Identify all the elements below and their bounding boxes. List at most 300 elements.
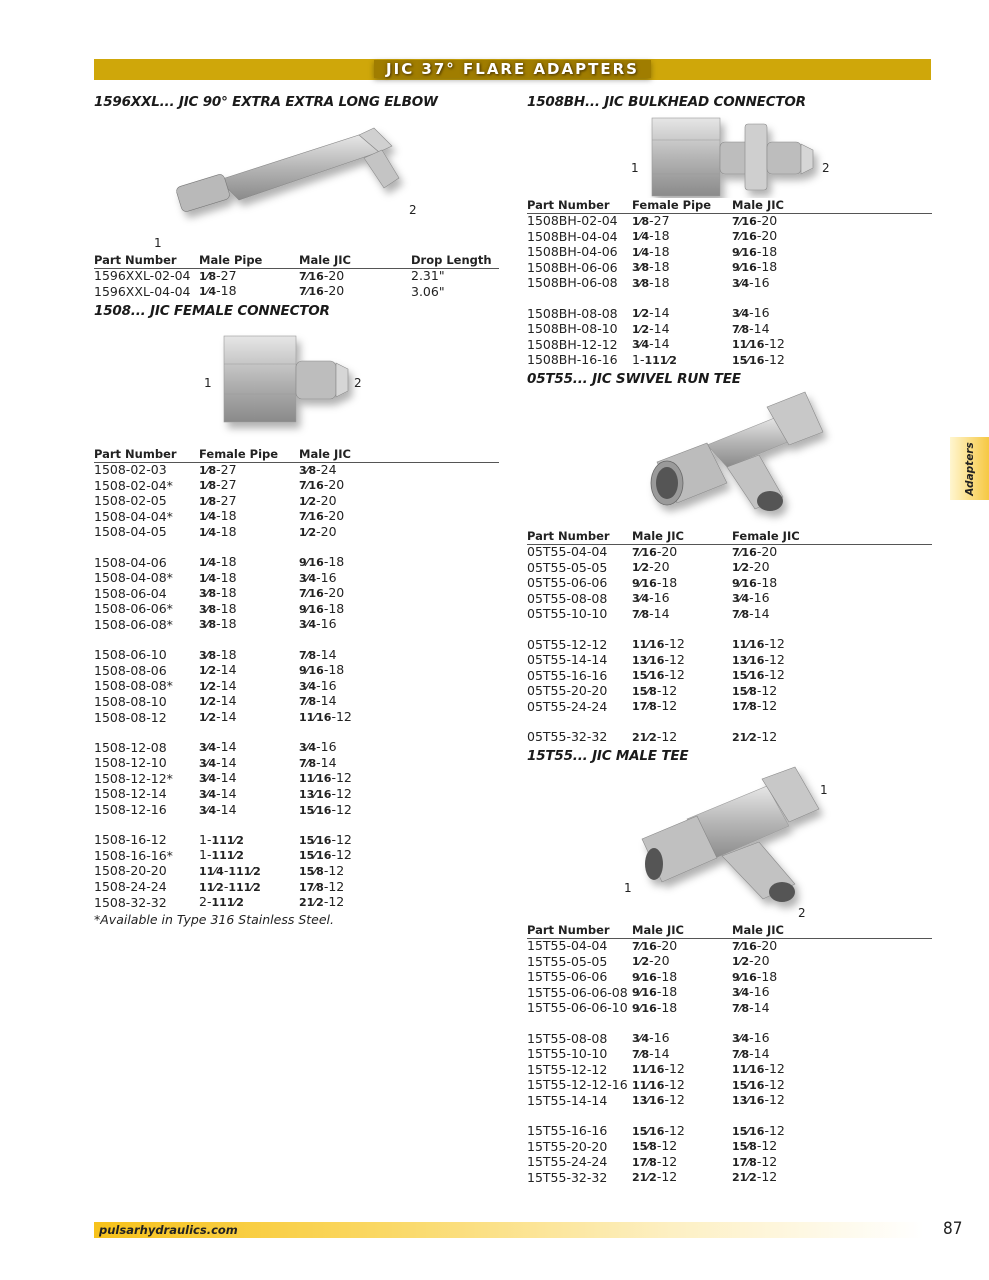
part-number-cell: 15T55-12-12-16: [527, 1077, 628, 1093]
table-row: [94, 268, 499, 284]
part-number-cell: 1508-06-10: [94, 647, 167, 663]
female-connector-product-image: [94, 319, 499, 447]
part-number-cell: 1508-12-14: [94, 786, 167, 802]
section-female-connector: [94, 303, 499, 927]
table-row: [527, 730, 932, 746]
spec-cell: 15⁄16-12: [632, 667, 685, 683]
group-spacer: [527, 715, 932, 730]
part-number-cell: 1508-04-06: [94, 554, 167, 570]
table-header-row: Part Number Female Pipe Male JIC: [527, 198, 932, 213]
part-number-cell: 15T55-04-04: [527, 938, 608, 953]
spec-cell: 9⁄16-18: [732, 259, 778, 275]
spec-cell: 1⁄2-20: [732, 559, 770, 575]
swivel-tee-fitting-icon: [527, 387, 932, 527]
table-row: [527, 637, 932, 653]
part-number-cell: 05T55-10-10: [527, 606, 608, 622]
spec-cell: 7⁄16-20: [732, 543, 778, 559]
table-header-row: Part Number Female Pipe Male JIC: [94, 447, 499, 462]
section-title: 1508BH... JIC BULKHEAD CONNECTOR: [527, 94, 806, 110]
spec-cell: 1⁄2-14: [199, 693, 237, 709]
part-number-cell: 15T55-06-06-10: [527, 1000, 628, 1016]
part-number-cell: 1508-06-08*: [94, 616, 173, 632]
callout-1: 1: [631, 161, 639, 175]
bulkhead-parts-table: [527, 198, 932, 368]
spec-cell: 1-111⁄2: [199, 831, 244, 847]
spec-cell: 1⁄4-18: [199, 554, 237, 570]
table-row: [527, 1031, 932, 1047]
part-number-cell: 1508-32-32: [94, 894, 167, 910]
table-header-row: Part Number Male JIC Female JIC: [527, 529, 932, 544]
spec-cell: 7⁄16-20: [632, 543, 678, 559]
spec-cell: 1⁄4-18: [199, 508, 237, 524]
group-spacer: [527, 622, 932, 637]
table-row: [94, 525, 499, 541]
table-row: [527, 985, 932, 1001]
section-title: 15T55... JIC MALE TEE: [527, 748, 689, 764]
part-number-cell: 1508BH-16-16: [527, 352, 618, 368]
part-number-cell: 1508-20-20: [94, 863, 167, 879]
footer-bar: [94, 1222, 924, 1238]
table-row: [527, 1139, 932, 1155]
male-tee-product-image: [527, 764, 932, 923]
spec-cell: 11⁄16-12: [732, 336, 785, 352]
group-spacer: [527, 1109, 932, 1124]
spec-cell: 13⁄16-12: [299, 785, 352, 801]
part-number-cell: 05T55-05-05: [527, 559, 608, 575]
spec-cell: 3⁄4-16: [632, 590, 670, 606]
part-number-cell: 05T55-08-08: [527, 590, 608, 606]
spec-cell: 3⁄4-14: [199, 785, 237, 801]
spec-cell: 13⁄16-12: [632, 651, 685, 667]
spec-cell: 7⁄16-20: [299, 585, 345, 601]
spec-cell: 7⁄16-20: [732, 937, 778, 953]
table-row: [527, 1155, 932, 1171]
part-number-cell: 05T55-24-24: [527, 698, 608, 714]
group-spacer: [527, 1016, 932, 1031]
part-number-cell: 15T55-16-16: [527, 1123, 608, 1139]
spec-cell: 3⁄8-18: [199, 585, 237, 601]
spec-cell: 7⁄16-20: [299, 477, 345, 493]
part-number-cell: 1508BH-02-04: [527, 213, 618, 228]
spec-cell: 15⁄16-12: [299, 831, 352, 847]
spec-cell: 7⁄8-14: [632, 1045, 670, 1061]
spec-cell: 15⁄16-12: [299, 847, 352, 863]
spec-cell: 3.06": [411, 283, 445, 299]
part-number-cell: 05T55-04-04: [527, 544, 608, 559]
table-row: [94, 462, 499, 478]
part-number-cell: 1596XXL-04-04: [94, 283, 191, 299]
spec-cell: 15⁄16-12: [732, 1122, 785, 1138]
spec-cell: 3⁄4-14: [199, 801, 237, 817]
group-spacer: [94, 633, 499, 648]
side-tab-adapters[interactable]: [950, 437, 989, 500]
part-number-cell: 1508-02-03: [94, 462, 167, 477]
table-row: [527, 213, 932, 229]
spec-cell: 21⁄2-12: [732, 1169, 778, 1185]
spec-cell: 1⁄2-14: [199, 662, 237, 678]
spec-cell: 1⁄2-20: [299, 523, 337, 539]
table-row: [527, 684, 932, 700]
spec-cell: 11⁄16-12: [732, 636, 785, 652]
table-row: [94, 833, 499, 849]
male-tee-fitting-icon: [527, 764, 932, 921]
table-row: [94, 787, 499, 803]
spec-cell: 7⁄16-20: [299, 267, 345, 283]
spec-cell: 11⁄16-12: [299, 770, 352, 786]
callout-1a: 1: [624, 881, 632, 895]
male-tee-parts-table: [527, 923, 932, 1186]
spec-cell: 3⁄4-16: [299, 616, 337, 632]
spec-cell: 7⁄8-14: [299, 754, 337, 770]
spec-cell: 7⁄16-20: [299, 508, 345, 524]
spec-cell: 1⁄8-27: [199, 492, 237, 508]
spec-cell: 3⁄8-18: [632, 259, 670, 275]
spec-cell: 3⁄4-14: [199, 739, 237, 755]
table-row: [527, 260, 932, 276]
table-row: [94, 617, 499, 633]
part-number-cell: 1508-04-04*: [94, 508, 173, 524]
spec-cell: 1⁄2-14: [632, 305, 670, 321]
swivel-tee-parts-table: [527, 529, 932, 745]
part-number-cell: 1508-06-06*: [94, 601, 173, 617]
side-tab-label: Adapters: [963, 441, 976, 496]
spec-cell: 15⁄8-12: [299, 862, 345, 878]
spec-cell: 3⁄4-16: [632, 1030, 670, 1046]
page-banner: [94, 59, 931, 80]
table-row: [94, 509, 499, 525]
spec-cell: 1⁄8-27: [632, 212, 670, 228]
spec-cell: 3⁄8-24: [299, 461, 337, 477]
part-number-cell: 05T55-16-16: [527, 667, 608, 683]
table-row: [94, 880, 499, 896]
spec-cell: 3⁄4-16: [299, 569, 337, 585]
part-number-cell: 1508BH-08-10: [527, 321, 618, 337]
section-title: 1596XXL... JIC 90° EXTRA EXTRA LONG ELBOW: [94, 94, 438, 110]
callout-1: 1: [204, 376, 212, 390]
spec-cell: 2-111⁄2: [199, 894, 244, 910]
spec-cell: 21⁄2-12: [632, 1169, 678, 1185]
spec-cell: 2.31": [411, 268, 445, 283]
table-row: [94, 694, 499, 710]
spec-cell: 3⁄4-16: [732, 1030, 770, 1046]
spec-cell: 7⁄8-14: [299, 693, 337, 709]
spec-cell: 3⁄8-18: [199, 646, 237, 662]
spec-cell: 17⁄8-12: [632, 698, 678, 714]
part-number-cell: 1508-08-08*: [94, 678, 173, 694]
table-row: [94, 494, 499, 510]
spec-cell: 3⁄4-16: [732, 274, 770, 290]
table-row: [527, 276, 932, 292]
spec-cell: 1⁄8-27: [199, 461, 237, 477]
spec-cell: 7⁄16-20: [632, 937, 678, 953]
table-row: [527, 353, 932, 369]
callout-2: 2: [409, 203, 417, 217]
group-spacer: [94, 726, 499, 741]
spec-cell: 21⁄2-12: [632, 728, 678, 744]
spec-cell: 3⁄4-14: [199, 770, 237, 786]
spec-cell: 1⁄4-18: [632, 228, 670, 244]
spec-cell: 1⁄2-14: [199, 709, 237, 724]
part-number-cell: 15T55-10-10: [527, 1046, 608, 1062]
spec-cell: 9⁄16-18: [299, 662, 345, 678]
spec-cell: 7⁄8-14: [299, 646, 337, 662]
part-number-cell: 15T55-06-06-08: [527, 984, 628, 1000]
spec-cell: 15⁄16-12: [732, 351, 785, 367]
part-number-cell: 1508-02-05: [94, 493, 167, 509]
table-row: [527, 544, 932, 560]
table-row: [94, 864, 499, 880]
spec-cell: 7⁄16-20: [732, 228, 778, 244]
spec-cell: 11⁄16-12: [632, 1076, 685, 1092]
part-number-cell: 15T55-20-20: [527, 1138, 608, 1154]
section-elbow: [94, 94, 499, 300]
part-number-cell: 05T55-12-12: [527, 636, 608, 652]
spec-cell: 9⁄16-18: [732, 968, 778, 984]
callout-2: 2: [822, 161, 830, 175]
part-number-cell: 05T55-20-20: [527, 683, 608, 699]
table-row: [527, 1062, 932, 1078]
table-row: [94, 478, 499, 494]
spec-cell: 7⁄8-14: [732, 1045, 770, 1061]
spec-cell: 3⁄4-16: [732, 984, 770, 1000]
spec-cell: 1⁄8-27: [199, 267, 237, 283]
spec-cell: 11⁄2-111⁄2: [199, 878, 261, 894]
part-number-cell: 1508-24-24: [94, 879, 167, 895]
section-title: 05T55... JIC SWIVEL RUN TEE: [527, 371, 741, 387]
table-row: [94, 895, 499, 911]
spec-cell: 11⁄16-12: [632, 1061, 685, 1077]
part-number-cell: 1508-06-04: [94, 585, 167, 601]
spec-cell: 1⁄4-18: [632, 243, 670, 259]
part-number-cell: 1508BH-06-08: [527, 275, 618, 291]
part-number-cell: 1508-12-16: [94, 802, 167, 818]
callout-2: 2: [798, 906, 806, 920]
spec-cell: 13⁄16-12: [732, 651, 785, 667]
spec-cell: 3⁄4-16: [732, 590, 770, 606]
female-connector-parts-table: [94, 447, 499, 911]
spec-cell: 1⁄2-14: [632, 320, 670, 336]
spec-cell: 1-111⁄2: [632, 351, 677, 367]
part-number-cell: 15T55-05-05: [527, 953, 608, 969]
part-number-cell: 1508-08-06: [94, 662, 167, 678]
spec-cell: 1⁄4-18: [199, 283, 237, 299]
spec-cell: 3⁄4-16: [299, 739, 337, 755]
part-number-cell: 15T55-14-14: [527, 1092, 608, 1108]
table-row: [94, 848, 499, 864]
table-row: [94, 648, 499, 664]
part-number-cell: 1508-12-08: [94, 739, 167, 755]
spec-cell: 1⁄8-27: [199, 477, 237, 493]
spec-cell: 15⁄8-12: [632, 1138, 678, 1154]
spec-cell: 11⁄16-12: [299, 709, 352, 724]
spec-cell: 11⁄16-12: [732, 1061, 785, 1077]
spec-cell: 1-111⁄2: [199, 847, 244, 863]
spec-cell: 17⁄8-12: [732, 1153, 778, 1169]
elbow-fitting-icon: [94, 110, 499, 250]
part-number-cell: 15T55-24-24: [527, 1154, 608, 1170]
callout-1: 1: [154, 236, 162, 250]
table-row: [527, 1170, 932, 1186]
elbow-parts-table: [94, 253, 499, 300]
part-number-cell: 05T55-06-06: [527, 575, 608, 591]
table-row: [527, 306, 932, 322]
table-row: [94, 663, 499, 679]
spec-cell: 11⁄16-12: [632, 636, 685, 652]
table-row: [527, 245, 932, 261]
part-number-cell: 1508-16-12: [94, 832, 167, 848]
spec-cell: 15⁄16-12: [632, 1122, 685, 1138]
table-row: [94, 284, 499, 300]
spec-cell: 21⁄2-12: [299, 894, 345, 910]
part-number-cell: 15T55-32-32: [527, 1169, 608, 1185]
table-row: [94, 586, 499, 602]
part-number-cell: 1508-04-05: [94, 524, 167, 540]
spec-cell: 21⁄2-12: [732, 728, 778, 744]
spec-cell: 7⁄8-14: [632, 605, 670, 621]
table-row: [94, 679, 499, 695]
spec-cell: 1⁄2-20: [299, 492, 337, 508]
part-number-cell: 1508-12-10: [94, 755, 167, 771]
group-spacer: [94, 540, 499, 555]
spec-cell: 15⁄16-12: [732, 1076, 785, 1092]
spec-cell: 1⁄2-14: [199, 677, 237, 693]
table-row: [527, 1078, 932, 1094]
section-swivel-run-tee: [527, 371, 932, 745]
table-row: [94, 756, 499, 772]
spec-cell: 9⁄16-18: [732, 574, 778, 590]
spec-cell: 3⁄4-16: [299, 677, 337, 693]
spec-cell: 15⁄16-12: [732, 667, 785, 683]
part-number-cell: 15T55-12-12: [527, 1061, 608, 1077]
spec-cell: 9⁄16-18: [632, 999, 678, 1015]
swivel-tee-product-image: [527, 387, 932, 529]
table-row: [527, 560, 932, 576]
spec-cell: 3⁄4-14: [632, 336, 670, 352]
table-row: [527, 1001, 932, 1017]
page-number: 87: [943, 1219, 963, 1239]
table-header-row: Part Number Male JIC Male JIC: [527, 923, 932, 938]
spec-cell: 7⁄16-20: [732, 212, 778, 228]
table-row: [94, 803, 499, 819]
stainless-note: *Available in Type 316 Stainless Steel.: [94, 911, 334, 927]
spec-cell: 3⁄4-16: [732, 305, 770, 321]
spec-cell: 7⁄8-14: [732, 320, 770, 336]
spec-cell: 9⁄16-18: [632, 984, 678, 1000]
table-row: [527, 337, 932, 353]
bulkhead-product-image: [527, 110, 932, 198]
part-number-cell: 1508BH-04-06: [527, 244, 618, 260]
spec-cell: 11⁄4-111⁄2: [199, 862, 261, 878]
spec-cell: 13⁄16-12: [732, 1092, 785, 1108]
part-number-cell: 1508BH-12-12: [527, 336, 618, 352]
spec-cell: 15⁄16-12: [299, 801, 352, 817]
spec-cell: 7⁄16-20: [299, 283, 345, 299]
table-row: [527, 591, 932, 607]
part-number-cell: 1508BH-06-06: [527, 259, 618, 275]
part-number-cell: 15T55-08-08: [527, 1030, 608, 1046]
part-number-cell: 1508-08-12: [94, 709, 167, 725]
spec-cell: 17⁄8-12: [299, 878, 345, 894]
part-number-cell: 1508-08-10: [94, 693, 167, 709]
spec-cell: 9⁄16-18: [732, 243, 778, 259]
female-connector-fitting-icon: [94, 319, 499, 444]
spec-cell: 1⁄4-18: [199, 569, 237, 585]
spec-cell: 3⁄8-18: [199, 616, 237, 632]
spec-cell: 1⁄2-20: [632, 559, 670, 575]
table-row: [94, 571, 499, 587]
footer-url-link[interactable]: pulsarhydraulics.com: [99, 1223, 238, 1237]
table-row: [527, 1093, 932, 1109]
table-row: [94, 740, 499, 756]
part-number-cell: 15T55-06-06: [527, 969, 608, 985]
table-row: [94, 602, 499, 618]
section-bulkhead: [527, 94, 932, 368]
table-row: [527, 229, 932, 245]
table-row: [527, 954, 932, 970]
table-row: [527, 653, 932, 669]
table-row: [527, 970, 932, 986]
spec-cell: 3⁄4-14: [199, 754, 237, 770]
spec-cell: 15⁄8-12: [732, 682, 778, 698]
spec-cell: 7⁄8-14: [732, 999, 770, 1015]
spec-cell: 9⁄16-18: [632, 574, 678, 590]
spec-cell: 15⁄8-12: [732, 1138, 778, 1154]
part-number-cell: 1508-12-12*: [94, 770, 173, 786]
table-row: [527, 322, 932, 338]
table-row: [527, 576, 932, 592]
part-number-cell: 1508-02-04*: [94, 477, 173, 493]
spec-cell: 9⁄16-18: [632, 968, 678, 984]
group-spacer: [527, 291, 932, 306]
part-number-cell: 1508BH-04-04: [527, 228, 618, 244]
part-number-cell: 05T55-32-32: [527, 729, 608, 745]
table-row: [527, 607, 932, 623]
table-header-row: Part Number Male Pipe Male JIC Drop Length: [94, 253, 499, 268]
part-number-cell: 1508-04-08*: [94, 570, 173, 586]
spec-cell: 15⁄8-12: [632, 682, 678, 698]
part-number-cell: 05T55-14-14: [527, 652, 608, 668]
callout-1b: 1: [820, 783, 828, 797]
spec-cell: 1⁄2-20: [732, 953, 770, 969]
spec-cell: 1⁄2-20: [632, 953, 670, 969]
table-row: [527, 1047, 932, 1063]
spec-cell: 9⁄16-18: [299, 554, 345, 570]
banner-title: JIC 37° FLARE ADAPTERS: [374, 60, 651, 78]
spec-cell: 17⁄8-12: [632, 1153, 678, 1169]
callout-2: 2: [354, 376, 362, 390]
table-row: [527, 938, 932, 954]
part-number-cell: 1508-16-16*: [94, 847, 173, 863]
bulkhead-fitting-icon: [527, 110, 932, 198]
spec-cell: 3⁄8-18: [199, 600, 237, 616]
spec-cell: 9⁄16-18: [299, 600, 345, 616]
table-row: [94, 771, 499, 787]
table-row: [94, 555, 499, 571]
spec-cell: 1⁄4-18: [199, 523, 237, 539]
table-row: [527, 668, 932, 684]
spec-cell: 3⁄8-18: [632, 274, 670, 290]
spec-cell: 13⁄16-12: [632, 1092, 685, 1108]
part-number-cell: 1508BH-08-08: [527, 305, 618, 321]
group-spacer: [94, 818, 499, 833]
spec-cell: 17⁄8-12: [732, 698, 778, 714]
spec-cell: 7⁄8-14: [732, 605, 770, 621]
table-row: [527, 699, 932, 715]
section-male-tee: [527, 748, 932, 1186]
elbow-product-image: [94, 110, 499, 253]
part-number-cell: 1596XXL-02-04: [94, 268, 191, 283]
table-row: [94, 710, 499, 726]
